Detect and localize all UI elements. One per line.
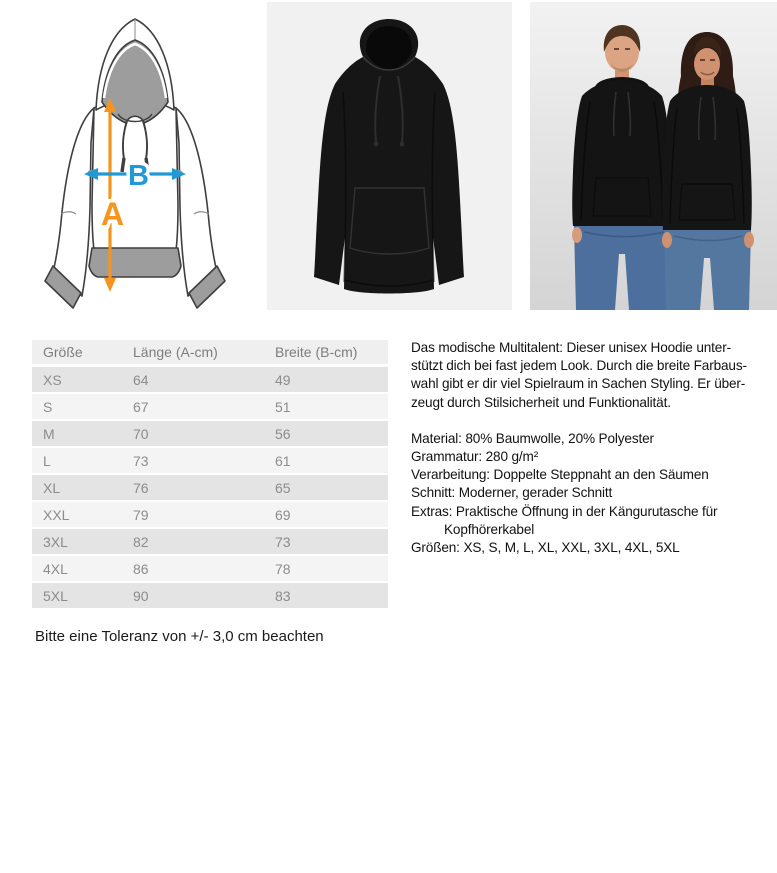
models-photo xyxy=(530,2,777,310)
length-cell: 73 xyxy=(133,452,149,469)
spec-line-grammatur: Grammatur: 280 g/m² xyxy=(411,449,539,465)
size-cell: 3XL xyxy=(43,533,68,550)
table-row xyxy=(32,556,388,581)
length-cell: 79 xyxy=(133,506,149,523)
hoodie-diagram xyxy=(20,8,250,312)
width-cell: 83 xyxy=(275,587,291,604)
size-cell: M xyxy=(43,425,55,442)
description-line: stützt dich bei fast jedem Look. Durch die breite Farbaus- xyxy=(411,358,747,374)
length-cell: 82 xyxy=(133,533,149,550)
length-cell: 86 xyxy=(133,560,149,577)
couple-hoodie-photo xyxy=(530,2,777,310)
description-line: wahl gibt er dir viel Spielraum in Sachen Styling. Er über- xyxy=(411,376,746,392)
width-cell: 65 xyxy=(275,479,291,496)
column-header-size: Größe xyxy=(43,344,83,360)
table-row xyxy=(32,529,388,554)
spec-line-extras-continued: Kopfhörerkabel xyxy=(444,521,535,537)
description-line: zeugt durch Stilsicherheit und Funktionalität. xyxy=(411,394,671,410)
table-row xyxy=(32,475,388,500)
width-cell: 49 xyxy=(275,371,291,388)
spec-line-extras: Extras: Praktische Öffnung in der Kängurutasche für xyxy=(411,503,718,519)
width-cell: 61 xyxy=(275,452,291,469)
size-table-header xyxy=(32,340,388,364)
length-cell: 64 xyxy=(133,371,149,388)
size-cell: XL xyxy=(43,479,61,496)
size-diagram-image xyxy=(20,8,250,312)
length-cell: 90 xyxy=(133,587,149,604)
size-cell: 4XL xyxy=(43,560,68,577)
length-cell: 76 xyxy=(133,479,149,496)
table-row xyxy=(32,502,388,527)
description-line: Das modische Multitalent: Dieser unisex Hoodie unter- xyxy=(411,340,731,355)
spec-line-verarbeitung: Verarbeitung: Doppelte Steppnaht an den Säumen xyxy=(411,467,709,483)
table-row xyxy=(32,394,388,419)
product-description xyxy=(411,339,773,557)
size-cell: 5XL xyxy=(43,587,68,604)
table-row xyxy=(32,583,388,608)
size-cell: S xyxy=(43,398,53,415)
width-cell: 56 xyxy=(275,425,291,442)
spec-line-groessen: Größen: XS, S, M, L, XL, XXL, 3XL, 4XL, 5XL xyxy=(411,540,680,556)
length-cell: 70 xyxy=(133,425,149,442)
width-cell: 69 xyxy=(275,506,291,523)
spec-line-material: Material: 80% Baumwolle, 20% Polyester xyxy=(411,430,654,446)
table-row xyxy=(32,448,388,473)
column-header-length: Länge (A-cm) xyxy=(133,344,218,360)
measure-label-a: A xyxy=(101,196,125,232)
size-table xyxy=(32,340,388,610)
spec-line-schnitt: Schnitt: Moderner, gerader Schnitt xyxy=(411,485,613,501)
size-cell: XS xyxy=(43,371,62,388)
column-header-width: Breite (B-cm) xyxy=(275,344,358,360)
width-cell: 73 xyxy=(275,533,291,550)
size-cell: L xyxy=(43,452,51,469)
table-row xyxy=(32,421,388,446)
product-photo-front xyxy=(267,2,512,310)
length-cell: 67 xyxy=(133,398,149,415)
width-cell: 51 xyxy=(275,398,291,415)
black-hoodie-photo xyxy=(267,2,512,310)
size-cell: XXL xyxy=(43,506,70,523)
table-row xyxy=(32,367,388,392)
paragraph-spacer xyxy=(411,412,773,430)
tolerance-note: Bitte eine Toleranz von +/- 3,0 cm beachten xyxy=(35,628,324,645)
width-cell: 78 xyxy=(275,560,291,577)
measure-label-b: B xyxy=(128,160,149,192)
